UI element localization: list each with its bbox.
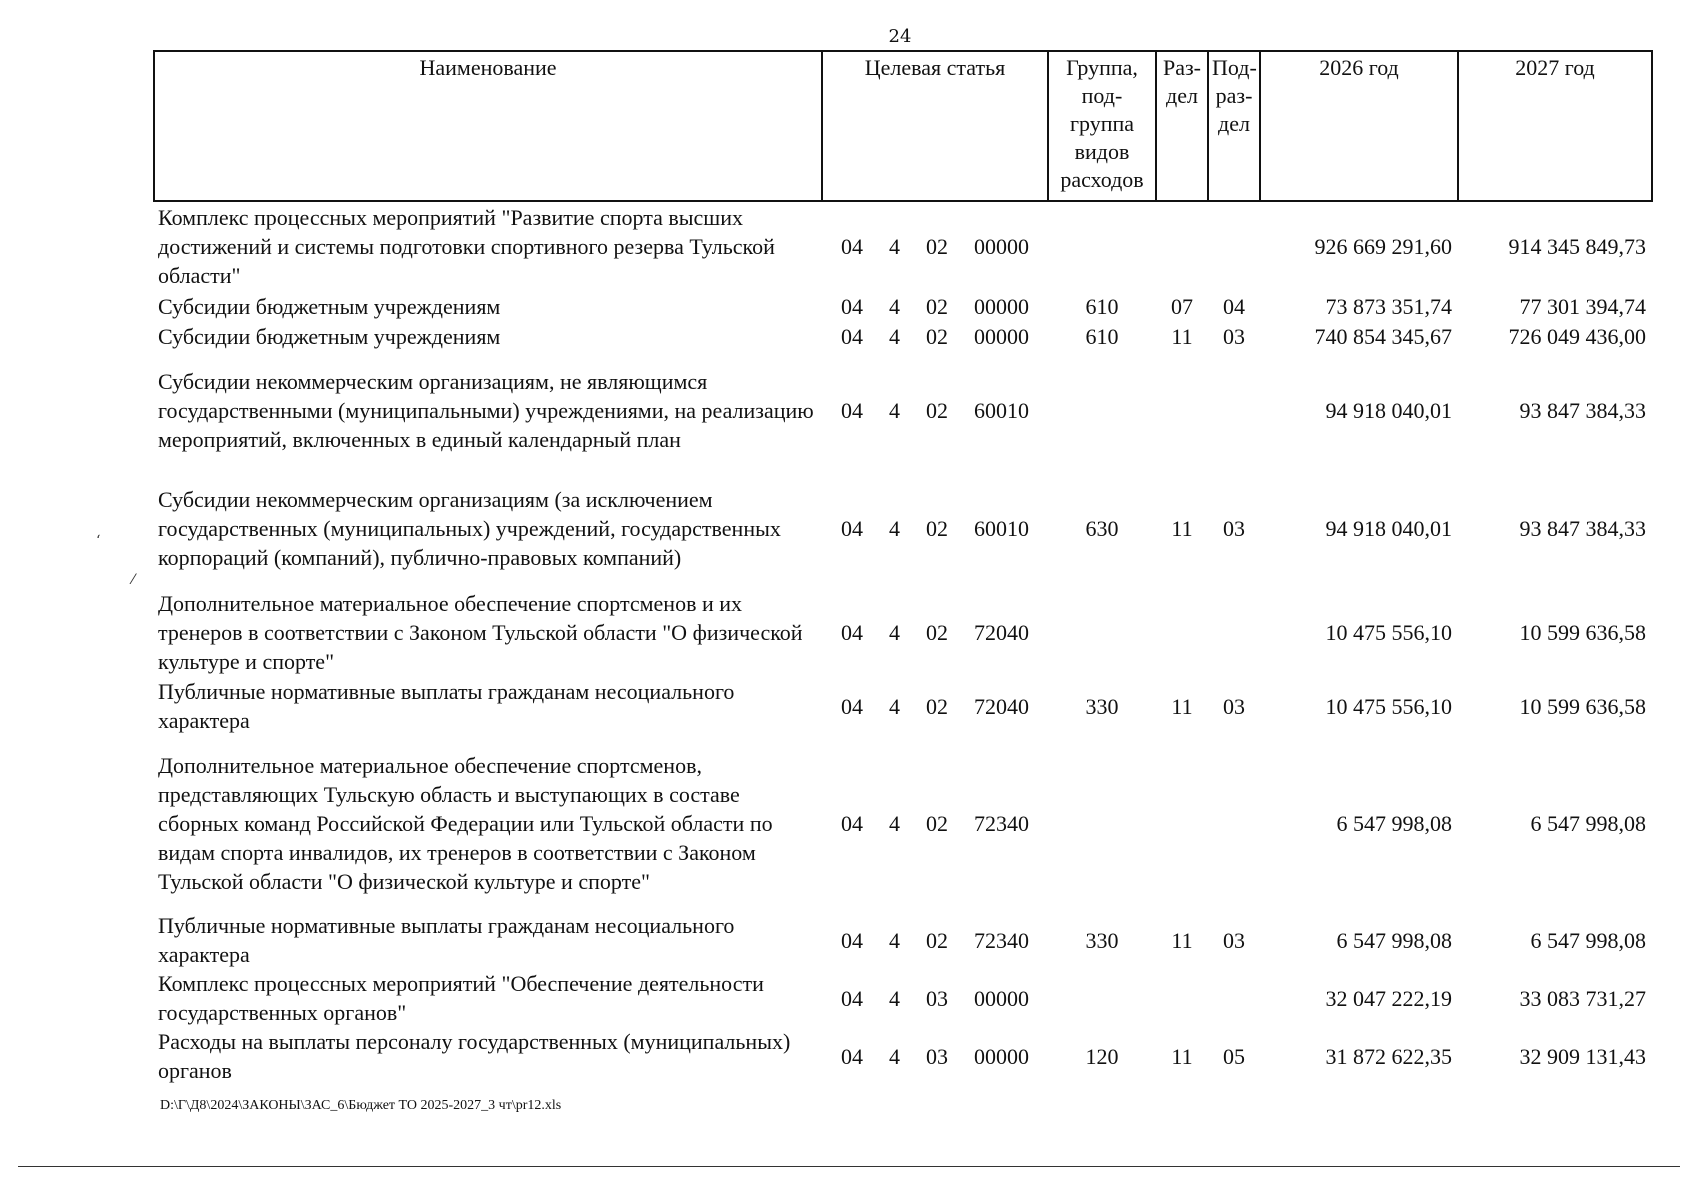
row-target-article xyxy=(822,321,1048,351)
code-direction: 72040 xyxy=(974,693,1029,719)
row-section xyxy=(1156,351,1208,469)
row-expense-group xyxy=(1048,351,1156,469)
row-section xyxy=(1156,735,1208,911)
code-direction: 00000 xyxy=(974,323,1029,349)
row-subsection: 03 xyxy=(1223,693,1245,719)
table-header-row xyxy=(154,51,1652,201)
header-year-2026: 2026 год xyxy=(1260,51,1458,201)
table-row xyxy=(154,1027,1652,1085)
header-section: Раз-дел xyxy=(1156,51,1208,201)
row-name: Публичные нормативные выплаты гражданам несоциального характера xyxy=(158,913,735,967)
table-row xyxy=(154,677,1652,735)
row-target-article xyxy=(822,587,1048,677)
row-subsection: 03 xyxy=(1223,927,1245,953)
row-amount-2026: 94 918 040,01 xyxy=(1325,515,1452,541)
header-name: Наименование xyxy=(154,51,822,201)
row-target-article xyxy=(822,291,1048,321)
row-amount-2027: 6 547 998,08 xyxy=(1530,810,1646,836)
row-section: 11 xyxy=(1171,1043,1193,1069)
row-name: Субсидии некоммерческим организациям, не являющимся государственными (муниципальными) учреждениями, на реализацию мероприятий, включенных в единый календарный план xyxy=(158,368,814,452)
code-direction: 60010 xyxy=(974,515,1029,541)
row-amount-2026: 10 475 556,10 xyxy=(1325,693,1452,719)
code-program: 04 xyxy=(841,293,863,319)
page-number: 24 xyxy=(888,26,912,47)
code-direction: 00000 xyxy=(974,293,1029,319)
row-section: 11 xyxy=(1171,927,1193,953)
code-complex: 02 xyxy=(926,693,948,719)
row-amount-2027: 726 049 436,00 xyxy=(1508,323,1646,349)
row-expense-group xyxy=(1048,969,1156,1027)
table-row xyxy=(154,587,1652,677)
row-section: 11 xyxy=(1171,693,1193,719)
row-expense-group: 330 xyxy=(1085,693,1119,719)
code-program: 04 xyxy=(841,985,863,1011)
row-name: Публичные нормативные выплаты гражданам несоциального характера xyxy=(158,679,735,733)
row-amount-2026: 31 872 622,35 xyxy=(1325,1043,1452,1069)
row-amount-2027: 6 547 998,08 xyxy=(1530,927,1646,953)
code-type: 4 xyxy=(889,293,900,319)
code-type: 4 xyxy=(889,619,900,645)
row-target-article xyxy=(822,351,1048,469)
bottom-divider xyxy=(18,1166,1680,1167)
row-subsection xyxy=(1208,201,1260,291)
row-amount-2027: 10 599 636,58 xyxy=(1519,693,1646,719)
row-target-article xyxy=(822,201,1048,291)
code-type: 4 xyxy=(889,810,900,836)
row-section: 11 xyxy=(1171,323,1193,349)
row-amount-2026: 73 873 351,74 xyxy=(1325,293,1452,319)
row-amount-2026: 6 547 998,08 xyxy=(1336,810,1452,836)
code-program: 04 xyxy=(841,693,863,719)
code-program: 04 xyxy=(841,1043,863,1069)
row-target-article xyxy=(822,735,1048,911)
row-name: Дополнительное материальное обеспечение спортсменов, представляющих Тульскую область и выступающих в составе сборных команд Российской Федерации или Тульской области по видам спорта инвалидов, их тренеров в соответствии с Законом Тульской области "О физической культуре и спорте" xyxy=(158,752,773,894)
row-section xyxy=(1156,969,1208,1027)
code-program: 04 xyxy=(841,927,863,953)
row-amount-2026: 926 669 291,60 xyxy=(1314,234,1452,259)
code-complex: 03 xyxy=(926,985,948,1011)
code-program: 04 xyxy=(841,234,863,259)
code-complex: 03 xyxy=(926,1043,948,1069)
row-name: Субсидии бюджетным учреждениям xyxy=(158,293,501,319)
code-complex: 02 xyxy=(926,515,948,541)
code-type: 4 xyxy=(889,1043,900,1069)
code-program: 04 xyxy=(841,619,863,645)
code-direction: 72340 xyxy=(974,810,1029,836)
row-target-article xyxy=(822,1027,1048,1085)
code-direction: 00000 xyxy=(974,985,1029,1011)
code-program: 04 xyxy=(841,323,863,349)
code-complex: 02 xyxy=(926,323,948,349)
table-row xyxy=(154,469,1652,587)
code-complex: 02 xyxy=(926,810,948,836)
row-expense-group: 610 xyxy=(1085,323,1119,349)
code-type: 4 xyxy=(889,515,900,541)
table-row xyxy=(154,969,1652,1027)
row-section xyxy=(1156,587,1208,677)
header-year-2027: 2027 год xyxy=(1458,51,1652,201)
row-subsection xyxy=(1208,969,1260,1027)
code-complex: 02 xyxy=(926,234,948,259)
code-type: 4 xyxy=(889,397,900,423)
row-target-article xyxy=(822,677,1048,735)
budget-table xyxy=(153,50,1653,1085)
row-expense-group: 610 xyxy=(1085,293,1119,319)
file-path: D:\Г\Д8\2024\ЗАКОНЫ\ЗАС_6\Бюджет ТО 2025-2027_3 чт\pr12.xls xyxy=(160,1098,562,1113)
row-section xyxy=(1156,201,1208,291)
row-expense-group xyxy=(1048,735,1156,911)
code-complex: 02 xyxy=(926,397,948,423)
row-amount-2026: 740 854 345,67 xyxy=(1314,323,1452,349)
table-row xyxy=(154,291,1652,321)
code-type: 4 xyxy=(889,693,900,719)
row-name: Комплекс процессных мероприятий "Развитие спорта высших достижений и системы подготовки спортивного резерва Тульской области" xyxy=(158,205,775,288)
row-section: 07 xyxy=(1171,293,1193,319)
code-program: 04 xyxy=(841,810,863,836)
row-amount-2027: 10 599 636,58 xyxy=(1519,619,1646,645)
table-row xyxy=(154,351,1652,469)
row-target-article xyxy=(822,911,1048,969)
code-direction: 72040 xyxy=(974,619,1029,645)
row-section: 11 xyxy=(1171,515,1193,541)
row-expense-group xyxy=(1048,587,1156,677)
code-direction: 60010 xyxy=(974,397,1029,423)
code-complex: 02 xyxy=(926,619,948,645)
code-type: 4 xyxy=(889,323,900,349)
header-subsection: Под-раз-дел xyxy=(1208,51,1260,201)
code-direction: 00000 xyxy=(974,1043,1029,1069)
row-subsection: 03 xyxy=(1223,515,1245,541)
table-row xyxy=(154,735,1652,911)
code-direction: 00000 xyxy=(974,234,1029,259)
row-target-article xyxy=(822,469,1048,587)
row-subsection xyxy=(1208,735,1260,911)
row-amount-2027: 32 909 131,43 xyxy=(1519,1043,1646,1069)
row-amount-2027: 33 083 731,27 xyxy=(1519,985,1646,1011)
scan-speck: ‘ xyxy=(96,533,101,549)
header-expense-group: Группа, под-группа видов расходов xyxy=(1048,51,1156,201)
code-complex: 02 xyxy=(926,293,948,319)
table-row xyxy=(154,911,1652,969)
row-subsection: 05 xyxy=(1223,1043,1245,1069)
row-amount-2027: 914 345 849,73 xyxy=(1508,234,1646,259)
row-subsection xyxy=(1208,587,1260,677)
row-name: Расходы на выплаты персоналу государственных (муниципальных) органов xyxy=(158,1029,791,1083)
row-amount-2026: 10 475 556,10 xyxy=(1325,619,1452,645)
row-name: Субсидии бюджетным учреждениям xyxy=(158,323,501,349)
code-type: 4 xyxy=(889,927,900,953)
row-amount-2027: 77 301 394,74 xyxy=(1519,293,1646,319)
code-complex: 02 xyxy=(926,927,948,953)
row-subsection: 03 xyxy=(1223,323,1245,349)
row-subsection: 04 xyxy=(1223,293,1245,319)
code-type: 4 xyxy=(889,985,900,1011)
row-expense-group xyxy=(1048,201,1156,291)
row-amount-2026: 94 918 040,01 xyxy=(1325,397,1452,423)
row-name: Дополнительное материальное обеспечение спортсменов и их тренеров в соответствии с Законом Тульской области "О физической культуре и спорте" xyxy=(158,590,803,674)
row-amount-2027: 93 847 384,33 xyxy=(1519,515,1646,541)
row-amount-2026: 32 047 222,19 xyxy=(1325,985,1452,1011)
row-expense-group: 120 xyxy=(1085,1043,1119,1069)
code-program: 04 xyxy=(841,515,863,541)
row-name: Комплекс процессных мероприятий "Обеспечение деятельности государственных органов" xyxy=(158,971,764,1025)
row-expense-group: 630 xyxy=(1085,515,1119,541)
header-target-article: Целевая статья xyxy=(822,51,1048,201)
code-type: 4 xyxy=(889,234,900,259)
scan-speck: ⁄ xyxy=(132,572,135,588)
row-target-article xyxy=(822,969,1048,1027)
code-direction: 72340 xyxy=(974,927,1029,953)
row-subsection xyxy=(1208,351,1260,469)
row-name: Субсидии некоммерческим организациям (за исключением государственных (муниципальных) учреждений, государственных корпораций (компаний), публично-правовых компаний) xyxy=(158,486,781,570)
code-program: 04 xyxy=(841,397,863,423)
table-row xyxy=(154,321,1652,351)
table-row xyxy=(154,201,1652,291)
row-amount-2026: 6 547 998,08 xyxy=(1336,927,1452,953)
row-amount-2027: 93 847 384,33 xyxy=(1519,397,1646,423)
row-expense-group: 330 xyxy=(1085,927,1119,953)
